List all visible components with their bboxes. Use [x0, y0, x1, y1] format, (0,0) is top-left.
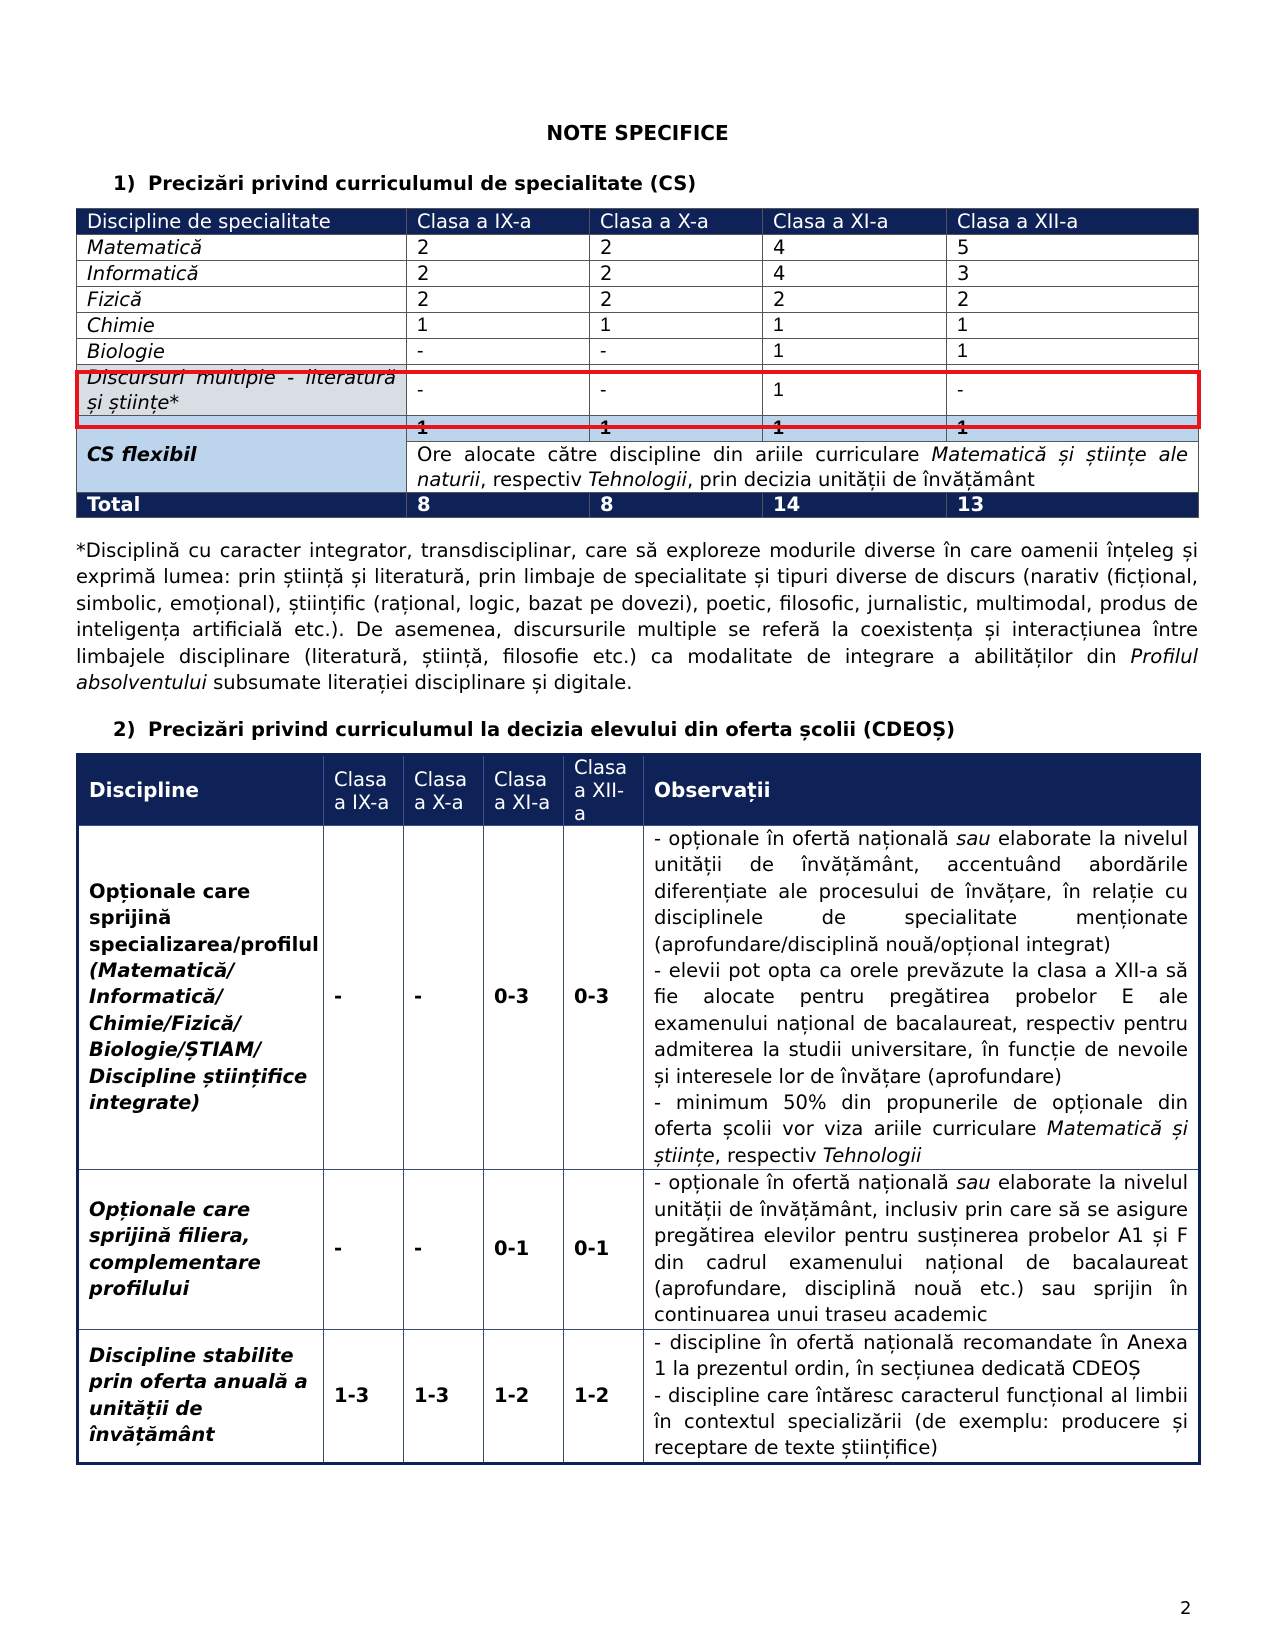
- value-cell: 0-1: [564, 1170, 644, 1329]
- value-cell: -: [947, 365, 1199, 416]
- value-cell: 1-2: [564, 1329, 644, 1463]
- discipline-cell: Biologie: [77, 339, 407, 365]
- value-cell: -: [324, 826, 404, 1170]
- obs-text: elaborate la nivelul unității de învățământ, accentuând abordările diferențiate ale procesului de învățare, în relație cu disciplinele de specialitate menționate (aprofundare/disciplină nouă/opțional integrat): [654, 827, 1188, 956]
- value-cell: 1: [407, 313, 590, 339]
- value-cell: 1: [590, 313, 763, 339]
- category-cell: Opționale care sprijină filiera, complementare profilului: [78, 1170, 324, 1329]
- value-cell: 4: [763, 261, 947, 287]
- discipline-cell: Fizică: [77, 287, 407, 313]
- header-grade-label: a XII-a: [574, 779, 625, 825]
- obs-text: , respectiv: [714, 1143, 823, 1167]
- value-cell: 1: [763, 416, 947, 442]
- obs-text: elaborate la nivelul unității de învățământ, inclusiv prin care să se asigure pregătirea elevilor pentru susținerea probelor A1 și F din cadrul examenului național de bacalaureat (aprofundare, disciplină nouă etc.) sau sprijin în continuarea unui traseu academic: [654, 1171, 1188, 1327]
- value-cell: 5: [947, 235, 1199, 261]
- value-cell: 2: [407, 287, 590, 313]
- header-cell: Discipline de specialitate: [77, 209, 407, 235]
- value-cell: -: [404, 826, 484, 1170]
- observation-item: [654, 1383, 1188, 1462]
- cs-table: [76, 208, 1199, 518]
- header-grade: [484, 755, 564, 826]
- category-cell: Discipline stabilite prin oferta anuală a unității de învățământ: [78, 1329, 324, 1463]
- note-italic: Tehnologii: [588, 468, 687, 491]
- header-grade-label: a IX-a: [334, 790, 390, 814]
- value-cell: 2: [947, 287, 1199, 313]
- obs-text: - opționale în ofertă națională: [654, 1171, 957, 1195]
- header-grade-label: a XI-a: [494, 790, 551, 814]
- value-cell: -: [407, 339, 590, 365]
- observation-item: [654, 1170, 1188, 1328]
- table-row-highlighted: [77, 365, 1199, 416]
- value-cell: -: [590, 365, 763, 416]
- obs-text: - discipline în ofertă națională recomandate în Anexa 1 la prezentul ordin, în secțiunea dedicată CDEOȘ: [654, 1330, 1188, 1381]
- value-cell: 1: [947, 416, 1199, 442]
- header-grade: [324, 755, 404, 826]
- observations-cell: [644, 826, 1200, 1170]
- discipline-cell: Matematică: [77, 235, 407, 261]
- value-cell: 2: [590, 287, 763, 313]
- value-cell: 1-3: [324, 1329, 404, 1463]
- total-row: [77, 493, 1199, 518]
- table-row: [77, 235, 1199, 261]
- discipline-cell: Chimie: [77, 313, 407, 339]
- obs-text: - discipline care întăresc caracterul funcțional al limbii în contextul specializării (de exemplu: producere și receptare de texte științifice): [654, 1383, 1188, 1460]
- page-number: 2: [1180, 1598, 1192, 1619]
- discipline-cell: Informatică: [77, 261, 407, 287]
- value-cell: 4: [763, 235, 947, 261]
- note-text: Ore alocate către discipline din ariile curriculare: [417, 443, 932, 466]
- value-cell: -: [407, 365, 590, 416]
- note-italic: Matematică și științe ale naturii: [417, 443, 1188, 491]
- observations-cell: [644, 1329, 1200, 1463]
- observation-item: [654, 958, 1188, 1090]
- section-2-number: 2): [113, 718, 136, 741]
- section-2-heading: [113, 718, 955, 741]
- total-label: Total: [77, 493, 407, 518]
- value-cell: 1: [407, 416, 590, 442]
- table-row: [77, 261, 1199, 287]
- footnote-italic: Profilul absolventului: [76, 644, 1198, 695]
- header-grade-label: a X-a: [414, 790, 464, 814]
- footnote-text: *Disciplină cu caracter integrator, transdisciplinar, care să exploreze modurile diverse în care oamenii înțeleg și exprimă lumea: prin știință și literatură, prin limbaje de specialitate și tipuri diverse de discurs (narativ (ficțional, simbolic, emoțional), științific (rațional, logic, bazat pe dovezi), poetic, filosofic, jurnalistic, multimodal, produs de inteligența artificială etc.). De asemenea, discursurile multiple se referă la coexistența și interacțiunea între limbajele disciplinare (literatură, știință, filosofie etc.) ca modalitate de integrare a abilităților din: [76, 539, 1198, 668]
- header-grade: [564, 755, 644, 826]
- value-cell: -: [324, 1170, 404, 1329]
- header-cell: Clasa a XI-a: [763, 209, 947, 235]
- table-row: [78, 826, 1200, 1170]
- table-row: [77, 313, 1199, 339]
- obs-italic: Matematică și științe: [654, 1117, 1188, 1167]
- section-2-title: Precizări privind curriculumul la decizia elevului din oferta școlii (CDEOȘ): [148, 718, 956, 741]
- cdeos-table-header: [78, 755, 1200, 826]
- note-text: , prin decizia unității de învățământ: [686, 468, 1035, 491]
- observation-item: [654, 1090, 1188, 1169]
- cs-table-header: [77, 209, 1199, 235]
- value-cell: 2: [763, 287, 947, 313]
- category-italic: (Matematică/ Informatică/ Chimie/Fizică/ Biologie/ȘTIAM/ Discipline științifice integrate): [89, 959, 308, 1115]
- section-1-heading: [113, 172, 696, 195]
- value-cell: 0-3: [564, 826, 644, 1170]
- value-cell: 1-3: [404, 1329, 484, 1463]
- total-value: 8: [590, 493, 763, 518]
- cs-flexibil-note: [407, 442, 1199, 493]
- note-text: , respectiv: [480, 468, 589, 491]
- value-cell: 2: [590, 261, 763, 287]
- value-cell: 0-3: [484, 826, 564, 1170]
- header-observatii: Observații: [644, 755, 1200, 826]
- header-cell: Clasa a IX-a: [407, 209, 590, 235]
- table-row: [77, 287, 1199, 313]
- total-value: 13: [947, 493, 1199, 518]
- value-cell: -: [404, 1170, 484, 1329]
- value-cell: 1: [763, 313, 947, 339]
- value-cell: 1: [763, 339, 947, 365]
- value-cell: 1: [947, 313, 1199, 339]
- total-value: 14: [763, 493, 947, 518]
- category-cell: [78, 826, 324, 1170]
- category-bold: Opționale care sprijină specializarea/profilul: [89, 879, 319, 956]
- footnote-text: subsumate literației disciplinare și digitale.: [206, 671, 633, 695]
- discipline-cell: Discursuri multiple - literatură și științe*: [77, 365, 407, 416]
- value-cell: 1-2: [484, 1329, 564, 1463]
- page-title: NOTE SPECIFICE: [546, 121, 729, 145]
- value-cell: 1: [590, 416, 763, 442]
- observation-item: [654, 1330, 1188, 1383]
- header-clasa: Clasa: [334, 767, 388, 791]
- obs-italic: Tehnologii: [822, 1143, 922, 1167]
- total-value: 8: [407, 493, 590, 518]
- section-1-number: 1): [113, 172, 136, 195]
- obs-text: - minimum 50% din propunerile de opționale din oferta școlii vor viza ariile curriculare: [654, 1091, 1188, 1141]
- header-discipline: Discipline: [78, 755, 324, 826]
- footnote: [76, 538, 1198, 696]
- value-cell: -: [590, 339, 763, 365]
- cs-flexibil-label: CS flexibil: [77, 416, 407, 493]
- header-clasa: Clasa: [574, 756, 628, 779]
- value-cell: 2: [590, 235, 763, 261]
- header-clasa: Clasa: [414, 767, 468, 791]
- header-cell: Clasa a X-a: [590, 209, 763, 235]
- header-cell: Clasa a XII-a: [947, 209, 1199, 235]
- table-row: [78, 1170, 1200, 1329]
- value-cell: 1: [947, 339, 1199, 365]
- obs-text: - opționale în ofertă națională: [654, 827, 957, 850]
- cs-flexibil-row: [77, 416, 1199, 442]
- value-cell: 2: [407, 235, 590, 261]
- table-row: [77, 339, 1199, 365]
- obs-italic: sau: [956, 827, 991, 850]
- value-cell: 2: [407, 261, 590, 287]
- value-cell: 3: [947, 261, 1199, 287]
- table-row: [78, 1329, 1200, 1463]
- obs-text: - elevii pot opta ca orele prevăzute la clasa a XII-a să fie alocate pentru pregătirea probelor E ale examenului național de bacalaureat, respectiv pentru admiterea la studii universitare, în funcție de nevoile și interesele lor de învățare (aprofundare): [654, 959, 1188, 1088]
- value-cell: 1: [763, 365, 947, 416]
- observations-cell: [644, 1170, 1200, 1329]
- section-1-title: Precizări privind curriculumul de specialitate (CS): [148, 172, 697, 195]
- header-clasa: Clasa: [494, 767, 548, 791]
- obs-italic: sau: [956, 1171, 991, 1195]
- observation-item: [654, 826, 1188, 958]
- header-grade: [404, 755, 484, 826]
- cdeos-table: [76, 753, 1201, 1465]
- value-cell: 0-1: [484, 1170, 564, 1329]
